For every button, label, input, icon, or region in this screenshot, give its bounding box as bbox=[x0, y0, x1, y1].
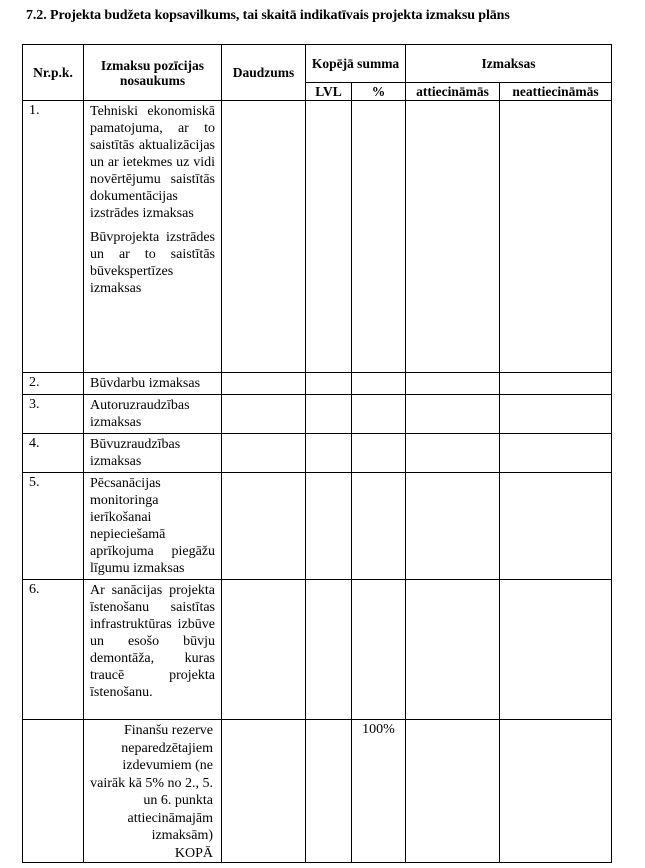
header-nr: Nr.p.k. bbox=[23, 45, 84, 101]
row-name bbox=[84, 101, 222, 373]
cell-pct bbox=[352, 373, 406, 395]
table-row bbox=[23, 473, 612, 580]
row-name: Autoruzraudzības izmaksas bbox=[84, 395, 222, 434]
cell-lvl bbox=[306, 373, 352, 395]
row-name-text: Tehniski ekonomiskā pamatojuma, ar to saistītās aktualizācijas un ar ietekmes uz vidi novērtējumu saistītās dokumentācijas izstrādes izmaksas bbox=[90, 104, 215, 221]
cell-ineligible bbox=[500, 473, 612, 580]
cell-ineligible bbox=[500, 434, 612, 473]
cell-eligible bbox=[406, 473, 500, 580]
row-number: 2. bbox=[23, 373, 84, 395]
cell-eligible bbox=[406, 720, 500, 863]
row-number: 4. bbox=[23, 434, 84, 473]
cell-pct bbox=[352, 101, 406, 373]
header-qty: Daudzums bbox=[222, 45, 306, 101]
header-pct: % bbox=[352, 83, 406, 101]
cell-lvl bbox=[306, 473, 352, 580]
cell-lvl bbox=[306, 395, 352, 434]
budget-table bbox=[22, 44, 612, 863]
table-row bbox=[23, 434, 612, 473]
header-total: Kopējā summa bbox=[306, 45, 406, 83]
header-eligible: attiecināmās bbox=[406, 83, 500, 101]
header-name: Izmaksu pozīcijas nosaukums bbox=[84, 45, 222, 101]
cell-pct bbox=[352, 395, 406, 434]
cell-eligible bbox=[406, 580, 500, 720]
row-name-text-2: Būvprojekta izstrādes un ar to saistītās būvekspertīzes izmaksas bbox=[90, 230, 215, 296]
cell-lvl bbox=[306, 720, 352, 863]
cell-pct bbox=[352, 434, 406, 473]
header-row-1 bbox=[23, 45, 612, 83]
cell-ineligible bbox=[500, 395, 612, 434]
cell-qty bbox=[222, 434, 306, 473]
reserve-text: Finanšu rezerve neparedzētajiem izdevumiem (ne vairāk kā 5% no 2., 5. un 6. punkta attiecināmajām izmaksām) bbox=[90, 723, 213, 843]
row-number: 5. bbox=[23, 473, 84, 580]
cell-qty bbox=[222, 395, 306, 434]
cell-ineligible bbox=[500, 720, 612, 863]
cell-ineligible bbox=[500, 373, 612, 395]
row-number: 6. bbox=[23, 580, 84, 720]
table-row bbox=[23, 580, 612, 720]
cell-qty bbox=[222, 720, 306, 863]
row-name: Ar sanācijas projekta īstenošanu saistītas infrastruktūras izbūve un esošo būvju demontāža, kuras traucē projekta īstenošanu. bbox=[84, 580, 222, 720]
table-row bbox=[23, 101, 612, 373]
cell-ineligible bbox=[500, 580, 612, 720]
section-title: 7.2. Projekta budžeta kopsavilkums, tai skaitā indikatīvais projekta izmaksu plāns bbox=[26, 8, 510, 23]
table-row bbox=[23, 373, 612, 395]
row-number: 3. bbox=[23, 395, 84, 434]
header-lvl: LVL bbox=[306, 83, 352, 101]
reserve-pct: 100% bbox=[352, 720, 406, 863]
cell-lvl bbox=[306, 434, 352, 473]
cell-lvl bbox=[306, 580, 352, 720]
row-number bbox=[23, 720, 84, 863]
total-label: KOPĀ bbox=[174, 845, 213, 861]
reserve-name bbox=[84, 720, 222, 863]
header-ineligible: neattiecināmās bbox=[500, 83, 612, 101]
cell-pct bbox=[352, 473, 406, 580]
cell-pct bbox=[352, 580, 406, 720]
cell-eligible bbox=[406, 101, 500, 373]
cell-qty bbox=[222, 373, 306, 395]
cell-eligible bbox=[406, 395, 500, 434]
row-name: Būvdarbu izmaksas bbox=[84, 373, 222, 395]
cell-qty bbox=[222, 101, 306, 373]
row-name: Pēcsanācijas monitoringa ierīkošanai nepieciešamā aprīkojuma piegāžu līgumu izmaksas bbox=[84, 473, 222, 580]
row-name: Būvuzraudzības izmaksas bbox=[84, 434, 222, 473]
header-costs: Izmaksas bbox=[406, 45, 612, 83]
row-number: 1. bbox=[23, 101, 84, 373]
cell-eligible bbox=[406, 373, 500, 395]
cell-qty bbox=[222, 473, 306, 580]
cell-lvl bbox=[306, 101, 352, 373]
cell-ineligible bbox=[500, 101, 612, 373]
table-row bbox=[23, 395, 612, 434]
reserve-row bbox=[23, 720, 612, 863]
cell-qty bbox=[222, 580, 306, 720]
cell-eligible bbox=[406, 434, 500, 473]
